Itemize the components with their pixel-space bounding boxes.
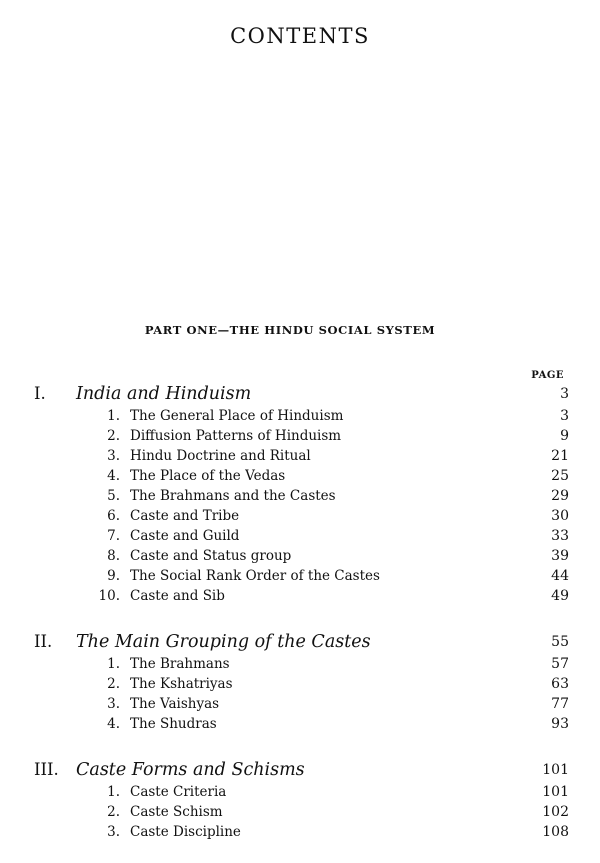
chapter-page: 55: [551, 634, 569, 650]
section-page: 39: [551, 548, 569, 564]
toc-entry[interactable]: [0, 468, 600, 488]
section-number: 1.: [107, 784, 120, 800]
section-page: 33: [551, 528, 569, 544]
section-title: Caste Discipline: [130, 824, 241, 840]
section-page: 29: [551, 488, 569, 504]
section-title: Caste Schism: [130, 804, 223, 820]
chapter-3: [0, 760, 600, 844]
section-page: 44: [551, 568, 569, 584]
section-list: [0, 408, 600, 608]
chapter-1: [0, 384, 600, 608]
section-title: The Kshatriyas: [130, 676, 233, 692]
section-page: 30: [551, 508, 569, 524]
section-number: 2.: [107, 804, 120, 820]
chapter-page: 3: [560, 386, 569, 402]
toc-entry[interactable]: [0, 488, 600, 508]
part-title: PART ONE—THE HINDU SOCIAL SYSTEM: [144, 323, 436, 337]
section-title: The Brahmans: [130, 656, 230, 672]
section-number: 1.: [107, 656, 120, 672]
toc-entry[interactable]: [0, 408, 600, 428]
section-number: 5.: [107, 488, 120, 504]
chapter-heading[interactable]: [0, 632, 600, 656]
section-page: 93: [551, 716, 569, 732]
toc-entry[interactable]: [0, 824, 600, 844]
toc-entry[interactable]: [0, 548, 600, 568]
toc-entry[interactable]: [0, 588, 600, 608]
page-title: CONTENTS: [230, 24, 370, 48]
section-list: [0, 784, 600, 844]
section-number: 8.: [107, 548, 120, 564]
section-number: 3.: [107, 448, 120, 464]
page-column-label: PAGE: [531, 370, 564, 381]
toc-entry[interactable]: [0, 448, 600, 468]
chapter-title: India and Hinduism: [76, 384, 252, 404]
section-title: Caste Criteria: [130, 784, 227, 800]
section-number: 4.: [107, 716, 120, 732]
section-title: Diffusion Patterns of Hinduism: [130, 428, 342, 444]
toc-entry[interactable]: [0, 716, 600, 736]
section-title: Caste and Status group: [130, 548, 292, 564]
section-number: 6.: [107, 508, 120, 524]
section-title: Caste and Tribe: [130, 508, 240, 524]
section-page: 102: [542, 804, 569, 820]
toc-entry[interactable]: [0, 696, 600, 716]
section-title: The Social Rank Order of the Castes: [130, 568, 380, 584]
section-number: 3.: [107, 824, 120, 840]
section-list: [0, 656, 600, 736]
toc-entry[interactable]: [0, 676, 600, 696]
section-page: 9: [560, 428, 569, 444]
toc-entry[interactable]: [0, 784, 600, 804]
section-page: 57: [551, 656, 569, 672]
section-number: 1.: [107, 408, 120, 424]
toc-entry[interactable]: [0, 508, 600, 528]
section-page: 25: [551, 468, 569, 484]
toc-entry[interactable]: [0, 528, 600, 548]
section-page: 77: [551, 696, 569, 712]
section-title: Caste and Sib: [130, 588, 225, 604]
toc-entry[interactable]: [0, 656, 600, 676]
section-page: 21: [551, 448, 569, 464]
section-page: 108: [542, 824, 569, 840]
chapter-heading[interactable]: [0, 384, 600, 408]
section-page: 3: [560, 408, 569, 424]
toc-entry[interactable]: [0, 568, 600, 588]
toc-entry[interactable]: [0, 428, 600, 448]
section-number: 4.: [107, 468, 120, 484]
chapter-heading[interactable]: [0, 760, 600, 784]
chapter-title: The Main Grouping of the Castes: [76, 632, 371, 652]
chapter-number: III.: [34, 760, 59, 779]
section-title: The Shudras: [130, 716, 217, 732]
section-title: Hindu Doctrine and Ritual: [130, 448, 311, 464]
section-title: Caste and Guild: [130, 528, 240, 544]
toc-entry[interactable]: [0, 804, 600, 824]
section-number: 7.: [107, 528, 120, 544]
chapter-page: 101: [542, 762, 569, 778]
section-number: 9.: [107, 568, 120, 584]
section-title: The Brahmans and the Castes: [130, 488, 336, 504]
section-number: 2.: [107, 428, 120, 444]
section-number: 2.: [107, 676, 120, 692]
section-title: The Vaishyas: [130, 696, 220, 712]
section-page: 63: [551, 676, 569, 692]
chapter-number: II.: [34, 632, 53, 651]
section-number: 3.: [107, 696, 120, 712]
section-title: The General Place of Hinduism: [130, 408, 344, 424]
chapter-title: Caste Forms and Schisms: [76, 760, 305, 780]
section-page: 49: [551, 588, 569, 604]
chapter-number: I.: [34, 384, 46, 403]
section-title: The Place of the Vedas: [130, 468, 286, 484]
section-number: 10.: [98, 588, 120, 604]
chapter-2: [0, 632, 600, 736]
section-page: 101: [542, 784, 569, 800]
